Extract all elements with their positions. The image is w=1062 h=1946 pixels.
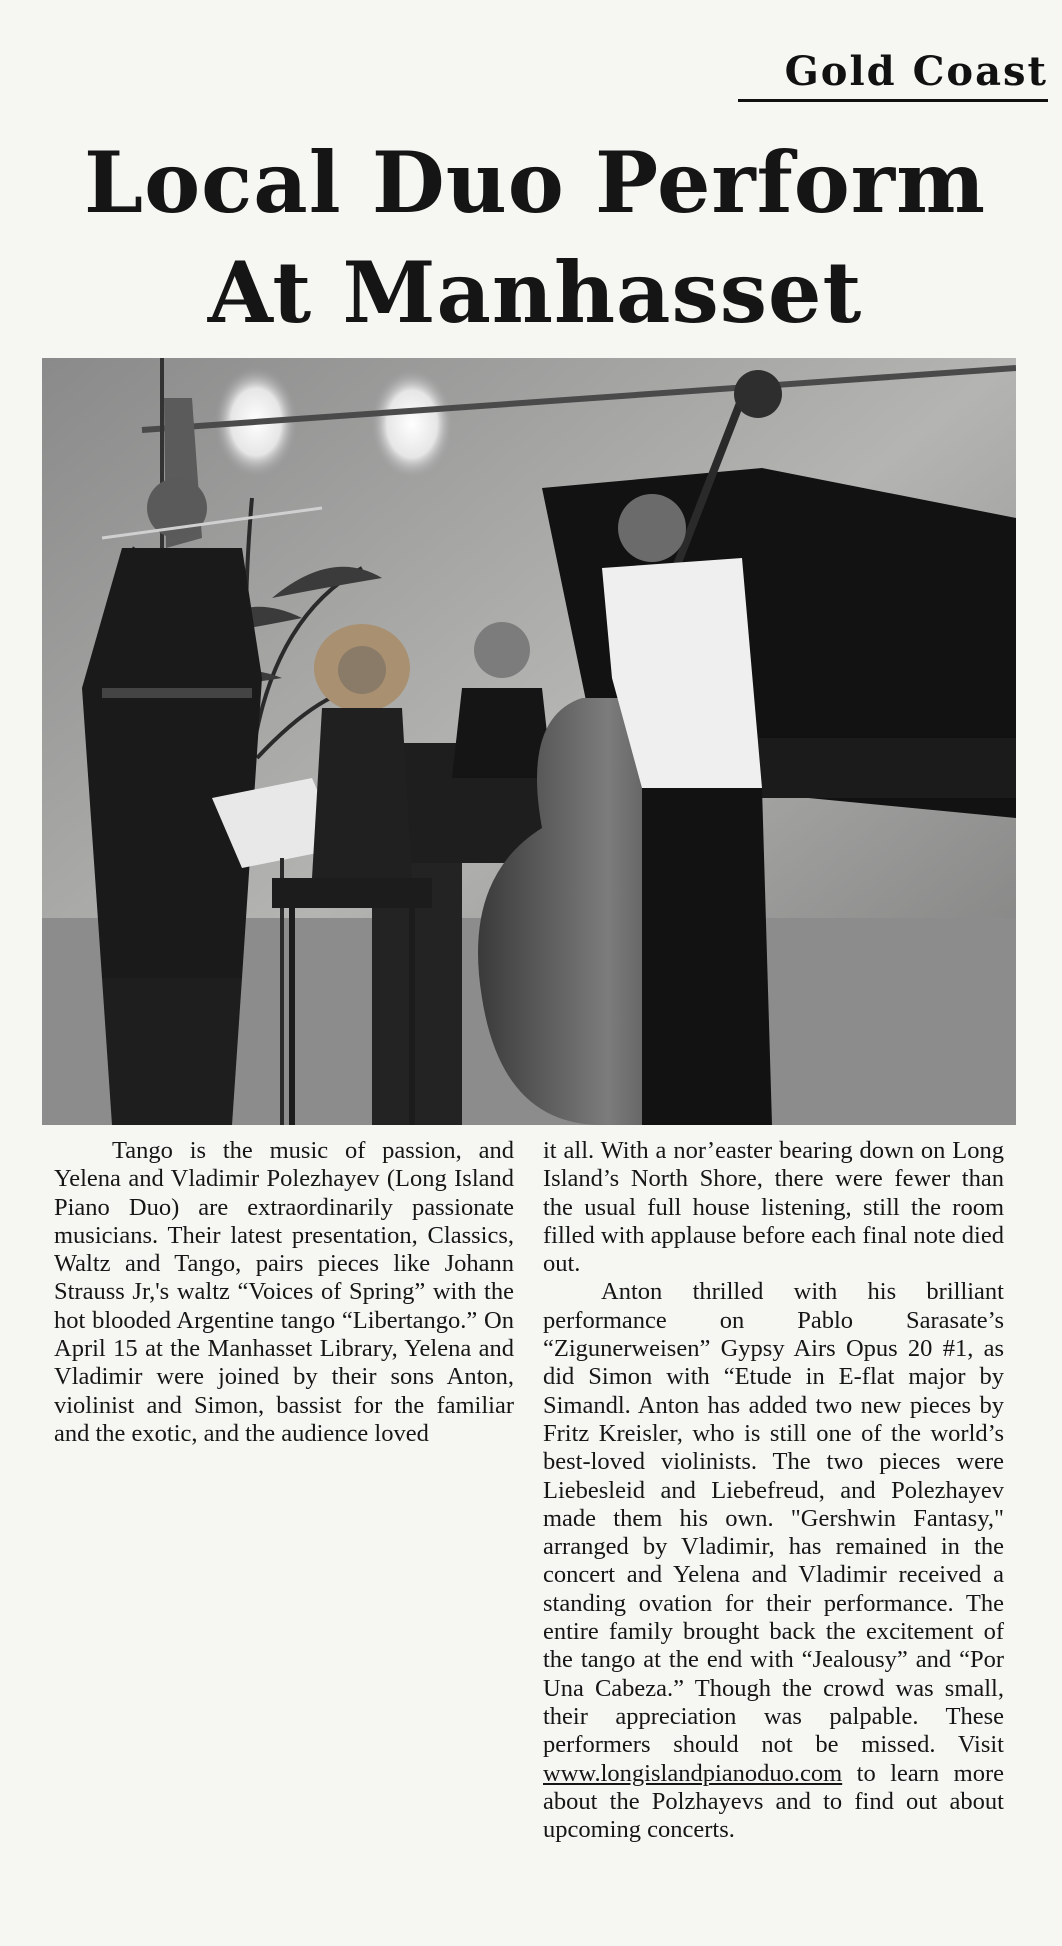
article-paragraph-tail: to learn more about the Polzhayevs and to find out about upcoming concerts. [543,1759,1004,1844]
website-link[interactable]: www.longislandpianoduo.com [543,1759,843,1787]
headline-line-1: Local Duo Perform [84,133,986,232]
concert-photo [42,358,1016,1125]
concert-photo-illustration [42,358,1016,1125]
article-paragraph: it all. With a nor’easter bearing down on Long Island’s North Shore, there were fewer than the usual full house listening, still the room filled with applause before each final note died out. [543,1137,1004,1278]
article-column-2 [543,1137,1004,1844]
article-paragraph [543,1278,1004,1844]
masthead: Gold Coast [738,48,1048,102]
headline-line-2: At Manhasset [207,243,863,342]
article-paragraph-text: Anton thrilled with his brilliant performance on Pablo Sarasate’s “Zigunerweisen” Gypsy Airs Opus 20 #1, as did Simon with “Etude in E-flat major by Simandl. Anton has added two new pieces by Fritz Kreisler, who is still one of the world’s best-loved violinists. The two pieces were Liebesleid and Liebefreud, and Polezhayev made them his own. "Gershwin Fantasy," arranged by Vladimir, has remained in the concert and Yelena and Vladimir received a standing ovation for their performance. The entire family brought back the excitement of the tango at the end with “Jealousy” and “Por Una Cabeza.” Though the crowd was small, their appreciation was palpable. These performers should not be missed. Visit [543,1278,1004,1759]
article-paragraph: Tango is the music of passion, and Yelena and Vladimir Polezhayev (Long Island Piano Duo) are extraordinarily passionate musicians. Their latest presentation, Classics, Waltz and Tango, pairs pieces like Johann Strauss Jr,'s waltz “Voices of Spring” with the hot blooded Argentine tango “Libertango.” On April 15 at the Manhasset Library, Yelena and Vladimir were joined by their sons Anton, violinist and Simon, bassist for the familiar and the exotic, and the audience loved [54,1137,514,1447]
article-column-1 [54,1137,514,1448]
